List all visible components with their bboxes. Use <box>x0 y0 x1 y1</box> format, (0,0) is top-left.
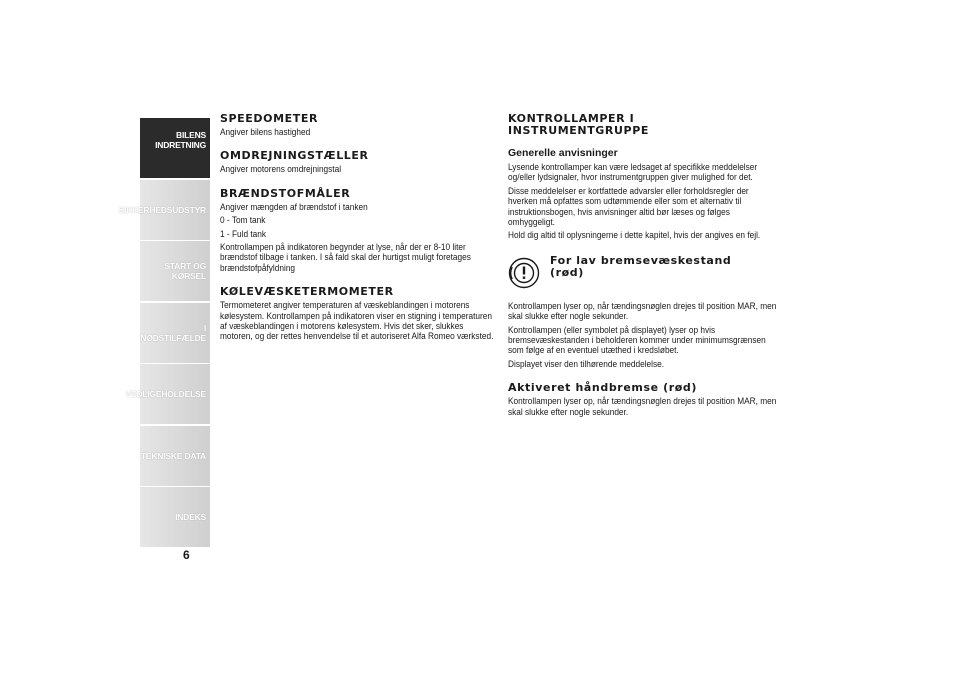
chapter-tabs <box>118 118 210 549</box>
fuel-heading: BRÆNDSTOFMÅLER <box>220 186 351 200</box>
left-column <box>220 113 498 345</box>
tab-label: I NØDSTILFÆLDE <box>140 322 206 343</box>
tab-tekniske-data[interactable] <box>140 426 210 486</box>
tab-i-nodstilfaelde[interactable] <box>140 303 210 363</box>
handbrake-heading: Aktiveret håndbremse (rød) <box>508 381 697 395</box>
handbrake-text: Kontrollampen lyser op, når tændingsnøglen drejes til position MAR, men skal slukke efter nogle sekunder. <box>508 396 777 417</box>
tab-label: VEDLIGEHOLDELSE <box>125 389 206 399</box>
speedometer-text: Angiver bilens hastighed <box>220 127 311 137</box>
tab-label: SIKKERHEDSUDSTYR <box>118 204 206 215</box>
brake-fluid-text-2: Kontrollampen (eller symbolet på displayet) lyser op hvis bremsevæskestanden i beholderen kommer under minimumsgrænsen som følge af en eventuel utæthed i kredsløbet. <box>508 324 766 356</box>
tab-label: BILENS INDRETNING <box>155 130 206 150</box>
general-text-1: Lysende kontrollamper kan være ledsaget af specifikke meddelelser og/eller lydsignaler, hvor instrumentgruppen giver mulighed for det. <box>508 162 758 183</box>
right-column <box>508 113 780 420</box>
brake-fluid-text-3: Displayet viser den tilhørende meddelelse. <box>508 358 665 369</box>
brake-fluid-heading: For lav bremsevæskestand (rød) <box>550 253 732 279</box>
tab-start-og-korsel[interactable] <box>140 241 210 301</box>
coolant-heading: KØLEVÆSKETERMOMETER <box>220 285 394 299</box>
rpm-text: Angiver motorens omdrejningstal <box>220 164 342 175</box>
general-text-2: Disse meddelelser er kortfattede advarsler eller forholdsregler der hverken må opfattes som udtømmende eller som et alternativ til instruktionsbogen, hvis anvisninger altid bør læses og følges omhyggeligt. <box>508 185 749 228</box>
coolant-text: Termometeret angiver temperaturen af væskeblandingen i motorens kølesystem. Kontrollampen på indikatoren viser en stigning i temperaturen af væskeblandingen i motorens kølesystem. Hvis det sker, slukkes motoren, og der rettes henvendelse til et autoriseret Alfa Romeo værksted. <box>220 300 494 342</box>
fuel-text: Angiver mængden af brændstof i tanken <box>220 201 368 212</box>
brake-fluid-section <box>508 251 780 289</box>
warning-lights-heading: KONTROLLAMPER I INSTRUMENTGRUPPE <box>508 112 649 137</box>
tab-sikkerhedsudstyr[interactable] <box>118 180 210 240</box>
tab-vedligeholdelse[interactable] <box>125 364 210 424</box>
tab-label: INDEKS <box>175 512 206 522</box>
fuel-full-text: 1 - Fuld tank <box>220 228 267 239</box>
brake-fluid-text-1: Kontrollampen lyser op, når tændingsnøglen drejes til position MAR, men skal slukke efter nogle sekunder. <box>508 300 777 322</box>
fuel-warning-text: Kontrollampen på indikatoren begynder at lyse, når der er 8-10 liter brændstof tilbage i tanken. I så fald skal der hurtigst muligt foretages brændstofpåfyldning <box>220 242 471 273</box>
page-number: 6 <box>183 548 190 562</box>
rpm-heading: OMDREJNINGSTÆLLER <box>220 149 369 163</box>
general-heading: Generelle anvisninger <box>508 147 618 159</box>
general-text-3: Hold dig altid til oplysningerne i dette kapitel, hvis der angives en fejl. <box>508 230 761 241</box>
tab-label: TEKNISKE DATA <box>140 450 206 461</box>
tab-label: START OG KØRSEL <box>164 261 206 281</box>
speedometer-heading: SPEEDOMETER <box>220 112 319 125</box>
fuel-empty-text: 0 - Tom tank <box>220 215 266 226</box>
tab-bilens-indretning[interactable] <box>140 118 210 178</box>
tab-indeks[interactable] <box>140 487 210 547</box>
brake-warning-icon <box>508 257 540 289</box>
